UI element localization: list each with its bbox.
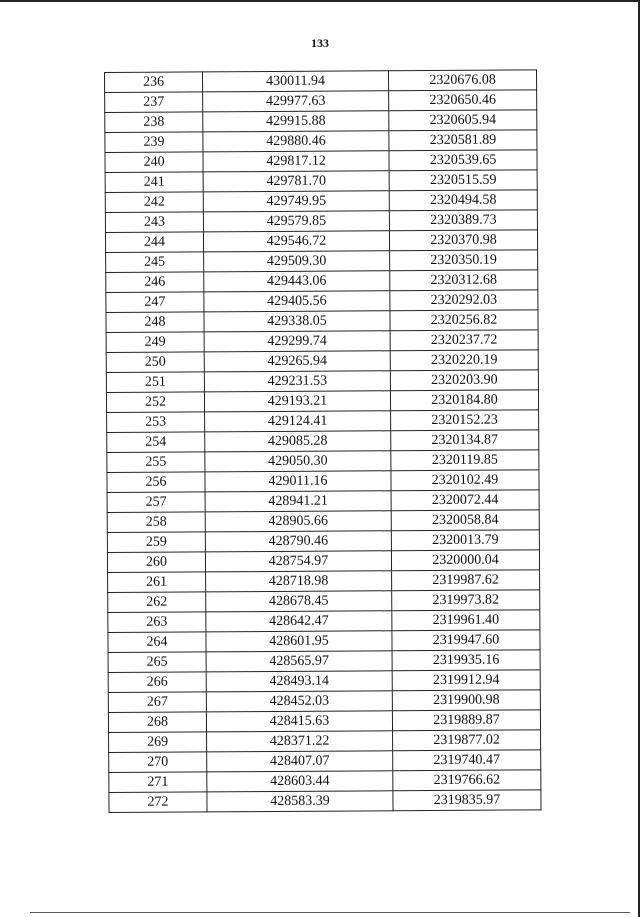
x-coordinate-cell: 429085.28 xyxy=(205,431,391,452)
table-row xyxy=(107,490,539,513)
x-coordinate-cell: 428642.47 xyxy=(206,611,392,632)
table-row xyxy=(108,590,540,613)
x-coordinate-cell: 429781.70 xyxy=(203,171,389,192)
table-row xyxy=(105,150,537,173)
point-number-cell: 258 xyxy=(107,512,205,533)
point-number-cell: 248 xyxy=(106,312,204,333)
y-coordinate-cell: 2319766.62 xyxy=(393,770,541,791)
table-row xyxy=(106,290,538,313)
x-coordinate-cell: 429050.30 xyxy=(205,451,391,472)
x-coordinate-cell: 428678.45 xyxy=(206,591,392,612)
y-coordinate-cell: 2319877.02 xyxy=(393,730,541,751)
point-number-cell: 251 xyxy=(106,372,204,393)
y-coordinate-cell: 2320102.49 xyxy=(391,470,539,491)
point-number-cell: 243 xyxy=(105,212,203,233)
point-number-cell: 252 xyxy=(106,392,204,413)
table-row xyxy=(109,750,541,773)
point-number-cell: 240 xyxy=(105,152,203,173)
table-row xyxy=(108,650,540,673)
x-coordinate-cell: 428790.46 xyxy=(205,531,391,552)
y-coordinate-cell: 2320581.89 xyxy=(389,130,537,151)
point-number-cell: 244 xyxy=(105,232,203,253)
table-row xyxy=(107,410,539,433)
table-row xyxy=(106,250,538,273)
y-coordinate-cell: 2320312.68 xyxy=(390,270,538,291)
point-number-cell: 262 xyxy=(108,592,206,613)
y-coordinate-cell: 2319947.60 xyxy=(392,630,540,651)
y-coordinate-cell: 2320134.87 xyxy=(391,430,539,451)
y-coordinate-cell: 2320072.44 xyxy=(391,490,539,511)
point-number-cell: 249 xyxy=(106,332,204,353)
y-coordinate-cell: 2320539.65 xyxy=(389,150,537,171)
y-coordinate-cell: 2320237.72 xyxy=(390,330,538,351)
y-coordinate-cell: 2320184.80 xyxy=(390,390,538,411)
y-coordinate-cell: 2320389.73 xyxy=(389,210,537,231)
y-coordinate-cell: 2320000.04 xyxy=(391,550,539,571)
point-number-cell: 259 xyxy=(107,532,205,553)
x-coordinate-cell: 429509.30 xyxy=(204,251,390,272)
table-row xyxy=(106,270,538,293)
x-coordinate-cell: 428452.03 xyxy=(206,691,392,712)
x-coordinate-cell: 428601.95 xyxy=(206,631,392,652)
y-coordinate-cell: 2320292.03 xyxy=(390,290,538,311)
x-coordinate-cell: 428583.39 xyxy=(207,791,393,812)
table-row xyxy=(108,710,540,733)
y-coordinate-cell: 2320119.85 xyxy=(391,450,539,471)
y-coordinate-cell: 2319835.97 xyxy=(393,790,541,811)
x-coordinate-cell: 428754.97 xyxy=(205,551,391,572)
x-coordinate-cell: 429817.12 xyxy=(203,151,389,172)
point-number-cell: 257 xyxy=(107,492,205,513)
point-number-cell: 265 xyxy=(108,652,206,673)
table-row xyxy=(108,610,540,633)
point-number-cell: 246 xyxy=(106,272,204,293)
point-number-cell: 263 xyxy=(108,612,206,633)
y-coordinate-cell: 2320152.23 xyxy=(391,410,539,431)
table-row xyxy=(106,370,538,393)
x-coordinate-cell: 429338.05 xyxy=(204,311,390,332)
point-number-cell: 238 xyxy=(105,112,203,133)
x-coordinate-cell: 429231.53 xyxy=(204,371,390,392)
table-row xyxy=(108,570,540,593)
x-coordinate-cell: 428415.63 xyxy=(206,711,392,732)
table-row xyxy=(109,770,541,793)
table-row xyxy=(105,130,537,153)
point-number-cell: 260 xyxy=(107,552,205,573)
y-coordinate-cell: 2319973.82 xyxy=(392,590,540,611)
x-coordinate-cell: 429405.56 xyxy=(204,291,390,312)
table-row xyxy=(107,450,539,473)
x-coordinate-cell: 429915.88 xyxy=(203,111,389,132)
point-number-cell: 253 xyxy=(107,412,205,433)
y-coordinate-cell: 2320650.46 xyxy=(389,90,537,111)
y-coordinate-cell: 2320676.08 xyxy=(388,70,536,91)
table-row xyxy=(105,70,537,93)
coordinates-table-body xyxy=(105,70,542,813)
point-number-cell: 239 xyxy=(105,132,203,153)
point-number-cell: 268 xyxy=(108,712,206,733)
y-coordinate-cell: 2320515.59 xyxy=(389,170,537,191)
y-coordinate-cell: 2319961.40 xyxy=(392,610,540,631)
table-row xyxy=(106,310,538,333)
x-coordinate-cell: 428718.98 xyxy=(206,571,392,592)
table-row xyxy=(107,430,539,453)
table-row xyxy=(105,230,537,253)
x-coordinate-cell: 428941.21 xyxy=(205,491,391,512)
x-coordinate-cell: 429193.21 xyxy=(204,391,390,412)
y-coordinate-cell: 2319900.98 xyxy=(392,690,540,711)
point-number-cell: 261 xyxy=(108,572,206,593)
y-coordinate-cell: 2320013.79 xyxy=(391,530,539,551)
x-coordinate-cell: 428905.66 xyxy=(205,511,391,532)
table-row xyxy=(107,530,539,553)
page-number: 133 xyxy=(311,36,329,50)
x-coordinate-cell: 429579.85 xyxy=(203,211,389,232)
y-coordinate-cell: 2319740.47 xyxy=(393,750,541,771)
point-number-cell: 241 xyxy=(105,172,203,193)
x-coordinate-cell: 429011.16 xyxy=(205,471,391,492)
y-coordinate-cell: 2320256.82 xyxy=(390,310,538,331)
x-coordinate-cell: 429124.41 xyxy=(205,411,391,432)
point-number-cell: 267 xyxy=(108,692,206,713)
y-coordinate-cell: 2320605.94 xyxy=(389,110,537,131)
point-number-cell: 256 xyxy=(107,472,205,493)
point-number-cell: 250 xyxy=(106,352,204,373)
y-coordinate-cell: 2319889.87 xyxy=(392,710,540,731)
x-coordinate-cell: 428565.97 xyxy=(206,651,392,672)
table-row xyxy=(106,390,538,413)
table-row xyxy=(107,510,539,533)
x-coordinate-cell: 429546.72 xyxy=(203,231,389,252)
table-row xyxy=(105,190,537,213)
table-row xyxy=(106,350,538,373)
table-row xyxy=(106,330,538,353)
table-row xyxy=(109,730,541,753)
point-number-cell: 242 xyxy=(105,192,203,213)
point-number-cell: 272 xyxy=(109,792,207,813)
x-coordinate-cell: 428603.44 xyxy=(207,771,393,792)
point-number-cell: 237 xyxy=(105,92,203,113)
table-row xyxy=(108,630,540,653)
point-number-cell: 266 xyxy=(108,672,206,693)
table-row xyxy=(108,670,540,693)
y-coordinate-cell: 2320220.19 xyxy=(390,350,538,371)
table-row xyxy=(107,550,539,573)
table-row xyxy=(107,470,539,493)
x-coordinate-cell: 429443.06 xyxy=(204,271,390,292)
y-coordinate-cell: 2320494.58 xyxy=(389,190,537,211)
point-number-cell: 264 xyxy=(108,632,206,653)
table-row xyxy=(105,110,537,133)
y-coordinate-cell: 2320203.90 xyxy=(390,370,538,391)
coordinates-table xyxy=(104,69,542,813)
x-coordinate-cell: 429977.63 xyxy=(203,91,389,112)
y-coordinate-cell: 2319912.94 xyxy=(392,670,540,691)
table-row xyxy=(109,790,541,813)
x-coordinate-cell: 428407.07 xyxy=(207,751,393,772)
x-coordinate-cell: 429880.46 xyxy=(203,131,389,152)
coordinates-table-wrapper xyxy=(104,69,541,813)
page-top-edge xyxy=(0,0,640,2)
point-number-cell: 269 xyxy=(109,732,207,753)
x-coordinate-cell: 429265.94 xyxy=(204,351,390,372)
table-row xyxy=(105,90,537,113)
point-number-cell: 236 xyxy=(105,72,203,93)
x-coordinate-cell: 429749.95 xyxy=(203,191,389,212)
x-coordinate-cell: 429299.74 xyxy=(204,331,390,352)
x-coordinate-cell: 428493.14 xyxy=(206,671,392,692)
x-coordinate-cell: 430011.94 xyxy=(203,71,389,92)
y-coordinate-cell: 2320058.84 xyxy=(391,510,539,531)
table-row xyxy=(105,170,537,193)
y-coordinate-cell: 2320370.98 xyxy=(389,230,537,251)
x-coordinate-cell: 428371.22 xyxy=(207,731,393,752)
point-number-cell: 254 xyxy=(107,432,205,453)
table-row xyxy=(105,210,537,233)
y-coordinate-cell: 2320350.19 xyxy=(390,250,538,271)
point-number-cell: 270 xyxy=(109,752,207,773)
table-row xyxy=(108,690,540,713)
point-number-cell: 271 xyxy=(109,772,207,793)
point-number-cell: 247 xyxy=(106,292,204,313)
page-bottom-line xyxy=(30,912,630,913)
point-number-cell: 255 xyxy=(107,452,205,473)
point-number-cell: 245 xyxy=(106,252,204,273)
y-coordinate-cell: 2319935.16 xyxy=(392,650,540,671)
y-coordinate-cell: 2319987.62 xyxy=(392,570,540,591)
